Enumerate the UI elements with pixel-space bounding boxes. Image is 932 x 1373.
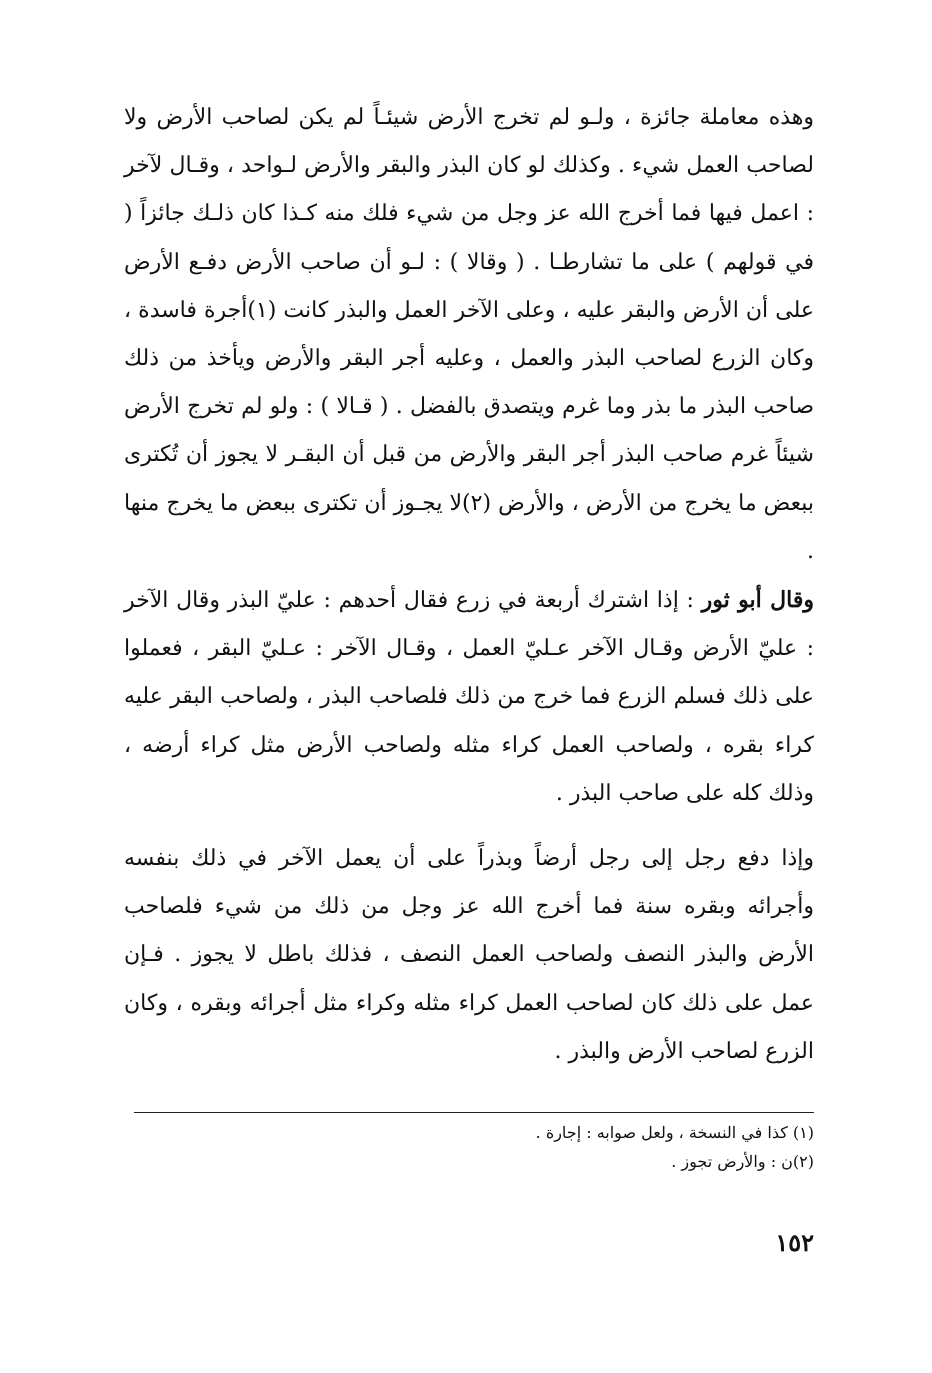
footnote-1: (١) كذا في النسخة ، ولعل صوابه : إجارة . <box>535 1123 814 1142</box>
footnote-2: (٢)ن : والأرض تجوز . <box>671 1152 814 1171</box>
page-number: ١٥٢ <box>775 1228 814 1257</box>
paragraph-2 <box>124 576 814 818</box>
paragraph-2-text: : إذا اشترك أربعة في زرع فقال أحدهم : عليّ البذر وقال الآخر : عليّ الأرض وقـال الآخر عـليّ العمل ، وقـال الآخر : عـليّ البقر ، فعملوا على ذلك فسلم الزرع فما خرج من ذلك فلصاحب البذر ، ولصاحب البقر عليه كراء بقره ، ولصاحب العمل كراء مثله ولصاحب الأرض مثل كراء أرضه ، وذلك كله على صاحب البذر . <box>124 588 814 806</box>
speaker-abu-thawr: وقال أبو ثور <box>701 587 814 613</box>
paragraph-3: وإذا دفع رجل إلى رجل أرضاً وبذراً على أن يعمل الآخر في ذلك بنفسه وأجرائه وبقره سنة فما أخرج الله عز وجل من ذلك من شيء فلصاحب الأرض والبذر النصف ولصاحب العمل النصف ، فذلك باطل لا يجوز . فـإن عمل على ذلك كان لصاحب العمل كراء مثله وكراء مثل أجرائه وبقره ، وكان الزرع لصاحب الأرض والبذر . <box>124 846 814 1064</box>
footnote-separator <box>134 1112 814 1113</box>
paragraph-1: وهذه معاملة جائزة ، ولـو لم تخرج الأرض شيئـاً لم يكن لصاحب الأرض ولا لصاحب العمل شيء . وكذلك لو كان البذر والبقر والأرض لـواحد ، وقـال لآخر : اعمل فيها فما أخرج الله عز وجل من شيء فلك منه كـذا كان ذلـك جائزاً ( في قولهم ) على ما تشارطـا . ( وقالا ) : لـو أن صاحب الأرض دفـع الأرض على أن الأرض والبقر عليه ، وعلى الآخر العمل والبذر كانت (١)أجرة فاسدة ، وكان الزرع لصاحب البذر والعمل ، وعليه أجر البقر والأرض ويأخذ من ذلك صاحب البذر ما بذر وما غرم ويتصدق بالفضل . ( قـالا ) : ولو لم تخرج الأرض شيئاً غرم صاحب البذر أجر البقر والأرض من قبل أن البقـر لا يجوز أن تُكترى ببعض ما يخرج من الأرض ، والأرض (٢)لا يجـوز أن تكترى ببعض ما يخرج منها . <box>124 105 815 564</box>
